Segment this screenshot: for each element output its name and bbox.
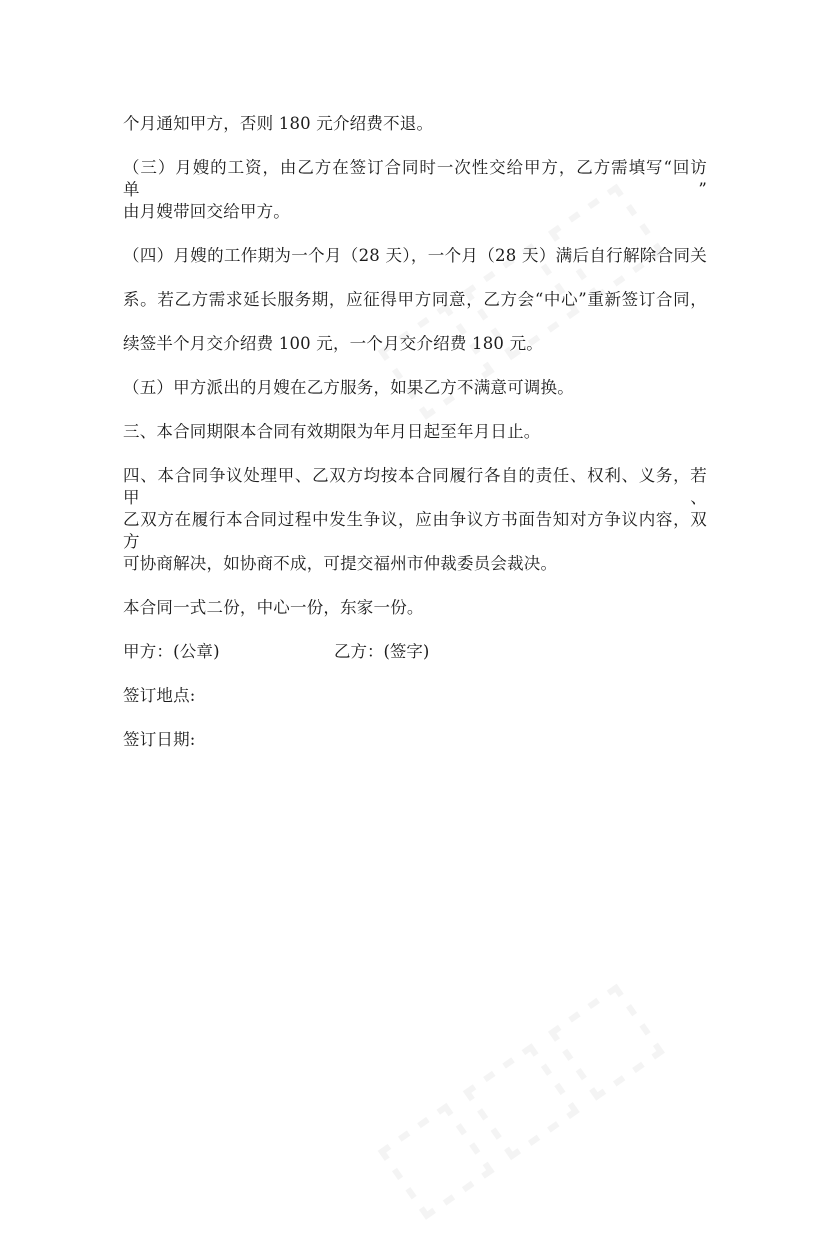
paragraph-line: 可协商解决，如协商不成，可提交福州市仲裁委员会裁决。 — [123, 554, 558, 573]
paragraph-line: （五）甲方派出的月嫂在乙方服务，如果乙方不满意可调换。 — [123, 378, 574, 397]
paragraph-line: 三、本合同期限本合同有效期限为年月日起至年月日止。 — [123, 422, 541, 441]
paragraph-line: 由月嫂带回交给甲方。 — [123, 202, 290, 221]
paragraph-line: 乙双方在履行本合同过程中发生争议，应由争议方书面告知对方争议内容，双方 — [123, 510, 707, 551]
paragraph-line: 四、本合同争议处理甲、乙双方均按本合同履行各自的责任、权利、义务，若甲、 — [123, 466, 707, 507]
paragraph-line: （四）月嫂的工作期为一个月（28 天），一个月（28 天）满后自行解除合同关 — [123, 246, 707, 265]
sign-date: 签订日期: — [123, 730, 196, 749]
paragraph-line: 本合同一式二份，中心一份，东家一份。 — [123, 598, 424, 617]
paragraph-line: （三）月嫂的工资，由乙方在签订合同时一次性交给甲方，乙方需填写“回访单” — [123, 158, 707, 199]
paragraph-line: 系。若乙方需求延长服务期，应征得甲方同意，乙方会“中心”重新签订合同， — [123, 290, 707, 309]
paragraph-line: 个月通知甲方，否则 180 元介绍费不退。 — [123, 114, 434, 133]
paragraph-line: 续签半个月交介绍费 100 元，一个月交介绍费 180 元。 — [123, 334, 543, 353]
party-b-signature: 乙方：(签字) — [334, 642, 430, 661]
watermark — [351, 952, 680, 1236]
party-a-signature: 甲方：(公章) — [123, 642, 220, 661]
sign-place: 签订地点: — [123, 686, 196, 705]
